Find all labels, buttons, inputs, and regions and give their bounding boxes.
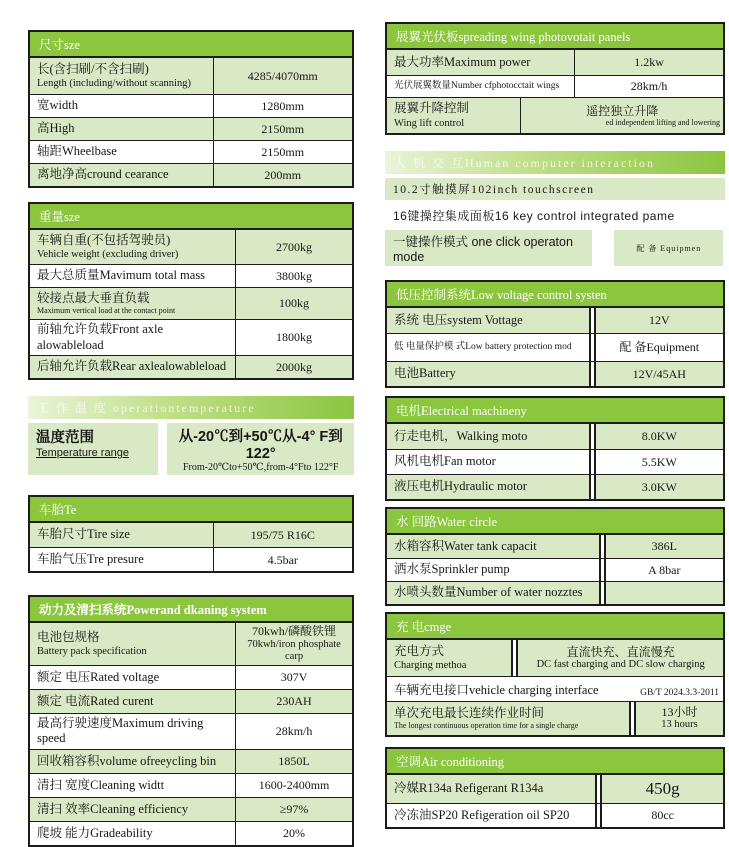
section-weight — [28, 202, 354, 380]
table-row — [30, 117, 352, 140]
row-label: 回收箱容积volume ofreeycling bin — [30, 750, 236, 773]
row-value: 12V/45AH — [632, 366, 686, 381]
table-row — [30, 749, 352, 773]
row-label: 低 电量保护模 式Low battery protection mod — [394, 341, 572, 352]
row-label — [387, 98, 521, 133]
table-row — [387, 775, 723, 803]
column-divider — [589, 450, 596, 474]
row-label: 宽width — [30, 95, 214, 117]
row-label-zh: 电池包规格 — [37, 629, 100, 644]
column-divider — [589, 308, 596, 333]
table-row — [30, 797, 352, 821]
table-row — [387, 474, 723, 499]
row-label: 冷冻油SP20 Refigeration oil SP20 — [394, 807, 570, 822]
row-label: 行走电机，Walking moto — [394, 428, 528, 443]
hmi-keypad: 16键操控集成面板16 key control integrated pame — [393, 208, 675, 223]
row-value: 2150mm — [261, 144, 305, 159]
hmi-one-click-row — [385, 230, 725, 266]
section-hmi — [385, 151, 725, 266]
row-label: 液压电机Hydraulic motor — [394, 479, 527, 494]
section-header: 展翼光伏板spreading wing photovotait panels — [387, 24, 723, 50]
row-value: 4.5bar — [267, 552, 298, 567]
column-divider — [599, 582, 606, 604]
row-value — [236, 623, 352, 665]
table-row — [30, 821, 352, 845]
row-value: 5.5KW — [641, 454, 677, 469]
row-label: 最高行驶速度Maximum driving speed — [30, 714, 236, 749]
row-label: 高High — [30, 118, 214, 140]
row-value-en: DC fast charging and DC slow charging — [536, 658, 705, 670]
row-label: 清扫 效率Cleaning efficiency — [30, 798, 236, 821]
row-label: 系统 电压system Vottage — [394, 312, 523, 327]
row-label — [30, 623, 236, 665]
table-row — [387, 97, 723, 133]
row-value-zh: 直流快充、直流慢充 — [566, 644, 675, 659]
row-label: 后轴允许负载Rear axlealowableload — [30, 356, 236, 378]
row-label: 离地净高cround cearance — [30, 164, 214, 186]
row-label-en: Charging methoa — [394, 660, 467, 672]
row-label: 车胎尺寸Tire size — [30, 523, 214, 547]
table-row — [387, 558, 723, 581]
table-row — [387, 535, 723, 558]
row-value — [518, 640, 723, 676]
row-label: 风机电机Fan motor — [394, 454, 496, 469]
row-value-en: 70kwh/iron phosphate carp — [247, 638, 341, 663]
row-label-zh: 较接点最大垂直负载 — [37, 290, 150, 305]
row-label: 水喷头数量Number of water nozztes — [394, 585, 583, 600]
row-value: 2700kg — [276, 239, 313, 254]
row-label-zh: 温度范围 — [36, 430, 94, 447]
section-header: 电机Electrical machineny — [387, 398, 723, 424]
section-solar-wings — [385, 22, 725, 135]
section-header: 尺寸sze — [30, 32, 352, 58]
row-label: 最大功率Maximum power — [387, 50, 575, 75]
section-header: 充 电cmge — [387, 614, 723, 640]
row-value — [167, 423, 354, 475]
section-charging — [385, 612, 725, 737]
row-value: 配 备Equipment — [619, 340, 700, 355]
row-value: 4285/4070mm — [247, 68, 318, 83]
row-label-en: Maximum vertical load at the contact point — [37, 306, 176, 316]
row-label: 清扫 宽度Cleaning widtt — [30, 774, 236, 797]
column-divider — [589, 424, 596, 449]
row-label — [387, 702, 629, 735]
row-value-zh: 从-20℃到+50℃从-4° F到122° — [178, 429, 343, 463]
table-row — [30, 264, 352, 287]
section-header: 低压控制系统Low voltage control systen — [387, 282, 723, 308]
row-value: 1280mm — [261, 98, 305, 113]
row-label: 前轴允许负载Front axle alowableload — [30, 320, 236, 355]
standard-code: GB/T 2024.3.3-2011 — [640, 688, 719, 698]
row-value: 3.0KW — [641, 479, 677, 494]
section-header: 空调Air conditioning — [387, 749, 723, 775]
table-row — [387, 361, 723, 386]
row-label: 爬坡 能力Gradeability — [30, 822, 236, 845]
table-row — [30, 319, 352, 355]
section-low-voltage — [385, 280, 725, 388]
row-value-en: ed independent lifting and lowering — [605, 117, 720, 127]
row-value: 1.2kw — [634, 55, 664, 70]
table-row — [30, 140, 352, 163]
row-label — [30, 58, 214, 94]
table-row — [30, 58, 352, 94]
row-value: 100kg — [279, 296, 310, 311]
table-row — [387, 50, 723, 75]
row-value: 200mm — [264, 167, 302, 182]
row-label-en: Temperature range — [36, 447, 129, 460]
row-label — [28, 423, 158, 475]
row-label: 洒水泵Sprinkler pump — [394, 562, 510, 577]
section-operating-temperature — [28, 396, 354, 475]
section-water-circuit — [385, 507, 725, 606]
section-header: 人 机 交 互Human computer interaction — [385, 151, 725, 174]
table-row — [30, 355, 352, 378]
row-label: 最大总质量Mavimum total mass — [30, 265, 236, 287]
row-label: 车胎气压Tre presure — [30, 548, 214, 571]
table-row — [387, 75, 723, 97]
table-row — [30, 623, 352, 665]
table-row — [387, 701, 723, 735]
column-divider — [511, 640, 518, 676]
column-divider — [589, 334, 596, 361]
table-row — [30, 547, 352, 571]
row-value: 450g — [645, 778, 680, 798]
table-row — [30, 163, 352, 186]
section-tires — [28, 495, 354, 573]
row-label: 额定 电压Rated voltage — [30, 666, 236, 689]
row-label-en: Battery pack specification — [37, 646, 147, 658]
table-row — [387, 424, 723, 449]
table-row — [387, 640, 723, 676]
table-row — [387, 308, 723, 333]
left-column — [28, 22, 354, 841]
hmi-one-click-mode: 一键操作模式 one click operaton mode — [385, 230, 592, 266]
table-row — [28, 423, 354, 475]
row-value: 20% — [283, 826, 306, 841]
row-value-en: 13 hours — [661, 719, 698, 731]
row-label-zh: 单次充电最长连续作业时间 — [394, 705, 545, 720]
section-header: 水 回路Water circle — [387, 509, 723, 535]
section-air-conditioning — [385, 747, 725, 829]
table-row — [387, 449, 723, 474]
row-value — [606, 582, 723, 604]
section-header: 动力及清扫系统Powerand dkaning system — [30, 597, 352, 623]
table-row — [387, 676, 723, 701]
row-value: 28km/h — [630, 79, 668, 94]
equipment-badge: 配 备 Equipmen — [614, 230, 723, 266]
row-value-en: From-20℃to+50℃,from-4°Fto 122°F — [182, 462, 339, 474]
column-divider — [589, 362, 596, 386]
row-label — [387, 677, 723, 701]
row-label: 轴距Wheelbase — [30, 141, 214, 163]
row-value: 2150mm — [261, 121, 305, 136]
row-label: 水箱容积Water tank capacit — [394, 538, 537, 553]
row-label: 光伏展翼数量Number cfphotocctait wings — [387, 76, 575, 97]
row-value: 1600-2400mm — [258, 778, 330, 793]
row-value: 307V — [280, 670, 308, 685]
row-label — [30, 230, 236, 264]
table-row — [387, 581, 723, 604]
table-row — [30, 713, 352, 749]
section-header: 工 作 温 度 operationtemperature — [28, 396, 354, 419]
column-divider — [595, 775, 602, 803]
row-value: 1800kg — [276, 330, 313, 345]
row-label-zh: 长(含扫刷/不含扫刷) — [37, 61, 149, 76]
table-row — [30, 665, 352, 689]
row-label: 额定 电流Rated curent — [30, 690, 236, 713]
hmi-touchscreen: 10.2寸触摸屏102inch touchscreen — [385, 178, 725, 200]
row-label — [387, 640, 511, 676]
row-value: 8.0KW — [641, 429, 677, 444]
column-divider — [629, 702, 636, 735]
row-label-zh: 充电方式 — [394, 643, 445, 658]
row-value: 3800kg — [276, 268, 313, 283]
section-motors — [385, 396, 725, 501]
column-divider — [589, 475, 596, 499]
section-header: 车胎Te — [30, 497, 352, 523]
row-value-zh: 13小时 — [661, 705, 698, 719]
row-label-en: Vehicle weight (excluding driver) — [37, 249, 179, 261]
table-row — [30, 523, 352, 547]
row-value: 28km/h — [275, 724, 313, 739]
column-divider — [599, 559, 606, 581]
row-label-en: The longest continuous operation time for a single charge — [394, 721, 579, 731]
section-header: 重量sze — [30, 204, 352, 230]
row-label-zh: 展翼升降控制 — [394, 101, 470, 116]
row-value: 1850L — [278, 754, 310, 769]
row-value: 12V — [648, 313, 670, 328]
row-label: 电池Battery — [394, 366, 456, 381]
row-label — [30, 288, 236, 319]
row-label-zh: 车辆充电接口vehicle charging interface — [394, 683, 599, 697]
row-label-zh: 车辆自重(不包括驾驶员) — [37, 232, 171, 247]
column-divider — [599, 535, 606, 558]
table-row — [387, 333, 723, 361]
row-value-zh: 70kwh/磷酸铁锂 — [252, 624, 337, 639]
row-value: 80cc — [651, 808, 674, 823]
table-row — [30, 773, 352, 797]
table-row — [30, 230, 352, 264]
row-value: 386L — [651, 539, 677, 554]
row-value — [636, 702, 723, 735]
table-row — [30, 689, 352, 713]
table-row — [30, 287, 352, 319]
section-power-cleaning — [28, 595, 354, 847]
section-dimensions — [28, 30, 354, 188]
table-row — [387, 803, 723, 827]
row-label-en: Wing lift control — [394, 117, 465, 129]
row-value: A 8bar — [648, 562, 681, 577]
row-label-en: Length (including/without scanning) — [37, 78, 191, 90]
row-value: ≥97% — [279, 802, 309, 817]
row-value: 230AH — [276, 694, 312, 709]
row-label: 冷媒R134a Refigerant R134a — [394, 781, 544, 796]
row-value: 2000kg — [276, 360, 313, 375]
column-divider — [595, 804, 602, 827]
right-column — [385, 22, 725, 823]
table-row — [30, 94, 352, 117]
row-value: 195/75 R16C — [250, 528, 315, 543]
row-value-zh: 遥控独立升降 — [586, 103, 659, 118]
row-value — [521, 98, 723, 133]
